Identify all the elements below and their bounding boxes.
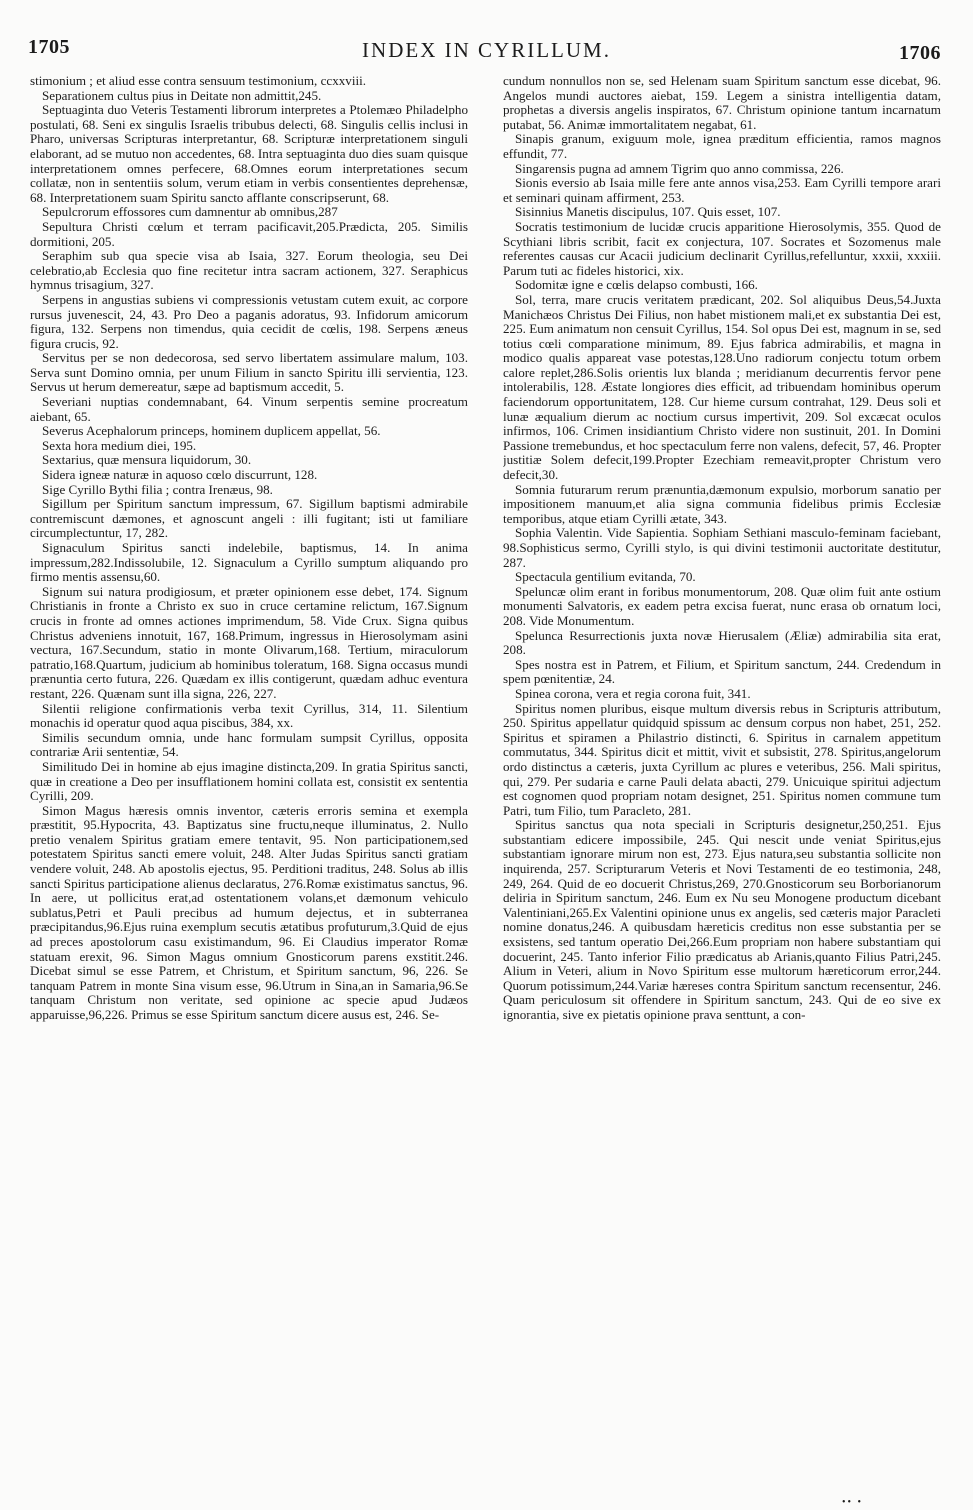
index-entry: Serpens in angustias subiens vi compressionis vetustam cutem exuit, ac corpore rursus juvenescit, 24, 43. Pro Deo a paganis adoratus, 93. Infidorum amicorum figura, 132. Serpens non timendus, quia cecidit de cœlis, 198. Serpens æneus figura crucis, 92. (30, 291, 468, 351)
index-entry: Spiritus nomen pluribus, eisque multum diversis rebus in Scripturis attributum, 250. Spiritus appellatur quidquid spissum ac densum corpus non habet, 251, 252. Spiritus et spiramen a Philastrio distincti, 6. Spiritus in carnalem appetitum commutatus, 344. Spiritus dicit et mittit, vivit et subsistit, 278. Spiritus,angelorum ordo distinctus a cæteris, juxta Cyrillum ac plures e veteribus, 256. Mali spiritus, qui, 279. Per sudaria e carne Pauli delata abacti, 279. Unicuique spiritui adjectum est cognomen quod propriam notam designet, 251. Spiritus nomen commune tum Patri, tum Filio, tum Paracleto, 281. (503, 700, 941, 818)
index-entry: Spectacula gentilium evitanda, 70. (515, 569, 696, 585)
footer-mark: •• • (841, 1497, 863, 1508)
index-entry: Sol, terra, mare crucis veritatem prædicant, 202. Sol aliquibus Deus,54.Juxta Manichæos Christus Dei Filius, non habet mistionem mali,et ex substantia Dei est, 225. Eum animatum non censuit Cyrillus, 154. Sol opus Dei est, magnum in se, sed totius cœli comparatione minimum, 89. Ejus fabrica admirabilis, et magna in modico qualis appareat vase potestas,128.Uno radiorum conjectu totum orbem calore replet,286.Solis orientis lux blanda ; meridianum decurrentis fervor pene intolerabilis, 128. Æstate longiores dies efficit, ad tribuendam hominibus operum faciendorum opportunitatem, 128. Cur hieme cursum contrahat, 129. Deus soli et lunæ æqualium dierum ac noctium cursus impertivit, 209. Sol excæcat oculos infirmos, 106. Crimen insidiantium Christo videre non sustinuit, 201. In Domini Passione tremebundus, et hoc spectaculum ferre non valens, defecit, 57, 46. Propter justitiæ Solem defecit,199.Propter Ezechiam remeavit,propter Christum vero defecit,30. (503, 291, 941, 483)
index-entry: Sophia Valentin. Vide Sapientia. Sophiam Sethiani masculo-feminam faciebant, 98.Sophisticus sermo, Cyrilli stylo, is qui divini testimonii auctoritate destitutur, 287. (503, 525, 941, 570)
index-entry: Sisinnius Manetis discipulus, 107. Quis esset, 107. (515, 204, 781, 220)
index-entry: Sextarius, quæ mensura liquidorum, 30. (42, 452, 252, 468)
index-entry: Similitudo Dei in homine ab ejus imagine distincta,209. In gratia Spiritus sancti, quæ in creatione a Deo per insufflationem homini collata est, consistit ex sententia Cyrilli, 209. (30, 758, 468, 804)
index-entry: Spes nostra est in Patrem, et Filium, et Spiritum sanctum, 244. Credendum in spem pœnitentiæ, 24. (503, 656, 941, 687)
index-entry: Sige Cyrillo Bythi filia ; contra Irenæus, 98. (42, 481, 273, 497)
index-entry: Seraphim sub qua specie visa ab Isaia, 327. Eorum theologia, seu Dei celebratio,ab Ecclesia quo fine recitetur intra sacram actionem, 327. Seraphicus hymnus trisagium, 327. (30, 248, 468, 293)
index-entry: cundum nonnullos non se, sed Helenam suam Spiritum sanctum esse dicebat, 96. Angelos mundi auctores aiebat, 159. Legem a sinistra intelligentia datam, prophetas a diversis angelis inspiratos, 67. Christum opinione tantum incarnatum putabat, 56. Animæ immortalitatem negabat, 61. (503, 74, 941, 132)
running-title: INDEX IN CYRILLUM. (362, 38, 611, 62)
index-entry: Simon Magus hæresis omnis inventor, cæteris erroris semina et exempla præstitit, 95.Hypocrita, 43. Baptizatus sine fructu,neque illuminatus, 2. Nullo pretio venalem Spiritus gratiam emere tentavit, 95. Non participationem,sed potestatem Spiritus sancti emere voluit, 248. Alter Judas Spiritus sancti gratiam vendere voluit, 248. Ab apostolis ejectus, 95. Perditioni traditus, 248. Solus ab illis sancti Spiritus participatione alienus declaratus, 276.Romæ existimatus sanctus, 96. In aere, ut pollicitus erat,ad ostentationem volans,et dæmonum vehiculo sublatus,Petri et Pauli precibus ad humum dejectus, et in subterranea præcipitandus,96.Ejus ruina exemplum secutis ætatibus profuturum,3.Quid de ejus ad preces apostolorum casu existimandum, 96. Ei Claudius imperator Romæ statuam erexit, 96. Simon Magus omnium Gnosticorum parens exstitit.246. Dicebat simul se esse Patrem, et Christum, et Spiritum sanctum, 96, 226. Se tanquam Patrem in monte Sina visum esse, 96.Utrum in Sina,an in Samaria,96.Se tanquam Christum non veritate, sed opinione ac specie apud Judæos apparuisse,96,226. Primus se esse Spiritum sanctum dicere ausus est, 246. Se- (30, 802, 468, 1022)
index-entry: Sexta hora medium diei, 195. (42, 437, 197, 453)
index-entry: Spiritus sanctus qua nota speciali in Scripturis designetur,250,251. Ejus substantiam edicere impossibile, 245. Qui nescit unde veniat Spiritus,ejus substantiam ignorare mirum non est, 273. Ejus natura,seu substantia sollicite non inquirenda, 257. Scripturarum Veteris et Novi Testamenti de eo testimonia, 248, 249, 264. Quid de eo docuerit Christus,269, 270.Gnosticorum seu Borborianorum deliria in Spiritum sanctum, 246. Eum ex Nu seu Monogene productum dicebant Valentiniani,265.Ex Valentini opinione unus ex angelis, sed cæteris major Paracleti nomine donatus,246. A quibusdam hæreticis creditus non esse substantia per se exsistens, sed tantum operatio Dei,266.Eum propriam non habere substantiam qui docuerint, 245. Tanto inferior Filio prædicatus ab Arianis,quanto Filius Patri,245. Alium in Veteri, alium in Novo Spiritum esse multorum hæreticorum error,244. Quorum potissimum,244.Variæ hæreses contra Spiritum sanctum recensentur, 246. Quam periculosum sit offendere in Spiritum sanctum, 243. Qui de eo sive ex ignorantia, sive ex pietatis opinione prava senttunt, a con- (503, 817, 941, 1022)
index-entry: Severus Acephalorum princeps, hominem duplicem appellat, 56. (42, 423, 381, 439)
index-entry: Sinapis granum, exiguum mole, ignea præditum efficientia, ramos magnos effundit, 77. (503, 131, 941, 161)
index-entry: Sodomitæ igne e cœlis delapso combusti, 166. (515, 277, 758, 293)
index-entry: Sionis eversio ab Isaia mille fere ante annos visa,253. Eam Cyrilli tempore arari et seminari quinam affirment, 253. (503, 175, 941, 205)
index-entry: Signaculum Spiritus sancti indelebile, baptismus, 14. In anima impressum,282.Indissolubile, 12. Signaculum a Cyrillo sumptum aliquando pro firmo mentis assensu,60. (30, 540, 468, 585)
index-entry: Similis secundum omnia, unde hanc formulam sumpsit Cyrillus, opposita contrariæ Arii sententiæ, 54. (30, 729, 468, 760)
page-header (0, 0, 973, 70)
index-entry: Separationem cultus pius in Deitate non admittit,245. (42, 87, 322, 103)
index-entry: Sidera igneæ naturæ in aquoso cœlo discurrunt, 128. (42, 467, 318, 483)
index-entry: Severiani nuptias condemnabant, 64. Vinum serpentis semine procreatum aiebant, 65. (30, 394, 468, 424)
right-column (503, 74, 941, 1504)
index-entry: Signum sui natura prodigiosum, et præter opinionem esse debet, 174. Signum Christianis in fronte a Christo ex suo in cruce certamine relictum, 167.Signum crucis in fronte ad omnes actiones imprimendum, 58. Vide Crux. Signa quibus Christus adveniens innotuit, 167, 168.Primum, ingressus in Hierosolymam asini vectura, 167.Secundum, statio in monte Olivarum,168. Tertium, miraculorum patratio,168.Quartum, judicium ab hominibus toleratum, 168. Signa occasus mundi prænuntia certo futura, 226. Quædam ex illis contigerunt, quædam adhuc eventura restant, 226. Quænam sunt illa signa, 226, 227. (30, 583, 468, 701)
page-number-left: 1705 (28, 36, 70, 58)
index-entry: Socratis testimonium de lucidæ crucis apparitione Hierosolymis, 355. Quod de Scythiani libris scribit, facit ex conjectura, 107. Socrates et Sozomenus male referentes causas cur Acacii judicium declinarit Cyrillus,refelluntur, xxxii, xxxiii. Parum tuti ac fideles historici, xix. (503, 218, 941, 278)
index-entry: stimonium ; et aliud esse contra sensuum testimonium, ccxxviii. (30, 74, 367, 88)
index-entry: Speluncæ olim erant in foribus monumentorum, 208. Quæ olim fuit ante ostium monumenti Salvatoris, ex eadem petra excisa fuerat, nunc erasa ob ornatum loci, 208. Vide Monumentum. (503, 583, 941, 628)
index-entry: Spelunca Resurrectionis juxta novæ Hierusalem (Æliæ) admirabilia sita erat, 208. (503, 627, 941, 658)
index-entry: Sepultura Christi cœlum et terram pacificavit,205.Prædicta, 205. Similis dormitioni, 205. (30, 218, 468, 249)
left-column (30, 74, 468, 1504)
index-entry: Servitus per se non dedecorosa, sed servo libertatem assimulare malum, 103. Serva sunt Domino omnia, per unum Filium in sancto Spiritu illi servientia, 123. Servus ut herum demereatur, sæpe ad baptismum accedit, 5. (30, 350, 468, 395)
page-number-right: 1706 (899, 42, 941, 64)
index-entry: Sigillum per Spiritum sanctum impressum, 67. Sigillum baptismi admirabile contremiscunt dæmones, et agnoscunt angeli : illi fugitant; isti ut familiare circumplectuntur, 17, 282. (30, 496, 468, 541)
index-entry: Septuaginta duo Veteris Testamenti librorum interpretes a Ptolemæo Philadelpho postulati, 68. Seni ex singulis Israelis tribubus delecti, 68. Singulis cellis inclusi in Pharo, universas Scripturas interpretantur, 68. Scripturæ interpretationem singuli elaborant, ad se mutuo non accedentes, 68. Intra septuaginta duo dies suam quisque interpretationem omnes perfecere, 68.Omnes eorum interpretationes secum collatæ, non in sententiis solum, verum etiam in verbis consentientes deprehensæ, 68. Interpretationem suam Spiritu sancto afflante conscripserunt, 68. (30, 102, 468, 205)
index-entry: Spinea corona, vera et regia corona fuit, 341. (515, 685, 751, 701)
index-entry: Somnia futurarum rerum prænuntia,dæmonum expulsio, morborum sanatio per impositionem manuum,et alia signa communia fidelibus primis Ecclesiæ temporibus, atque etiam Cyrilli ætate, 343. (503, 481, 941, 526)
index-entry: Sepulcrorum effossores cum damnentur ab omnibus,287 (42, 204, 338, 220)
index-entry: Silentii religione confirmationis verba texit Cyrillus, 314, 11. Silentium monachis id operatur quod aqua piscibus, 384, xx. (30, 700, 468, 731)
index-entry: Singarensis pugna ad amnem Tigrim quo anno commissa, 226. (515, 160, 844, 176)
